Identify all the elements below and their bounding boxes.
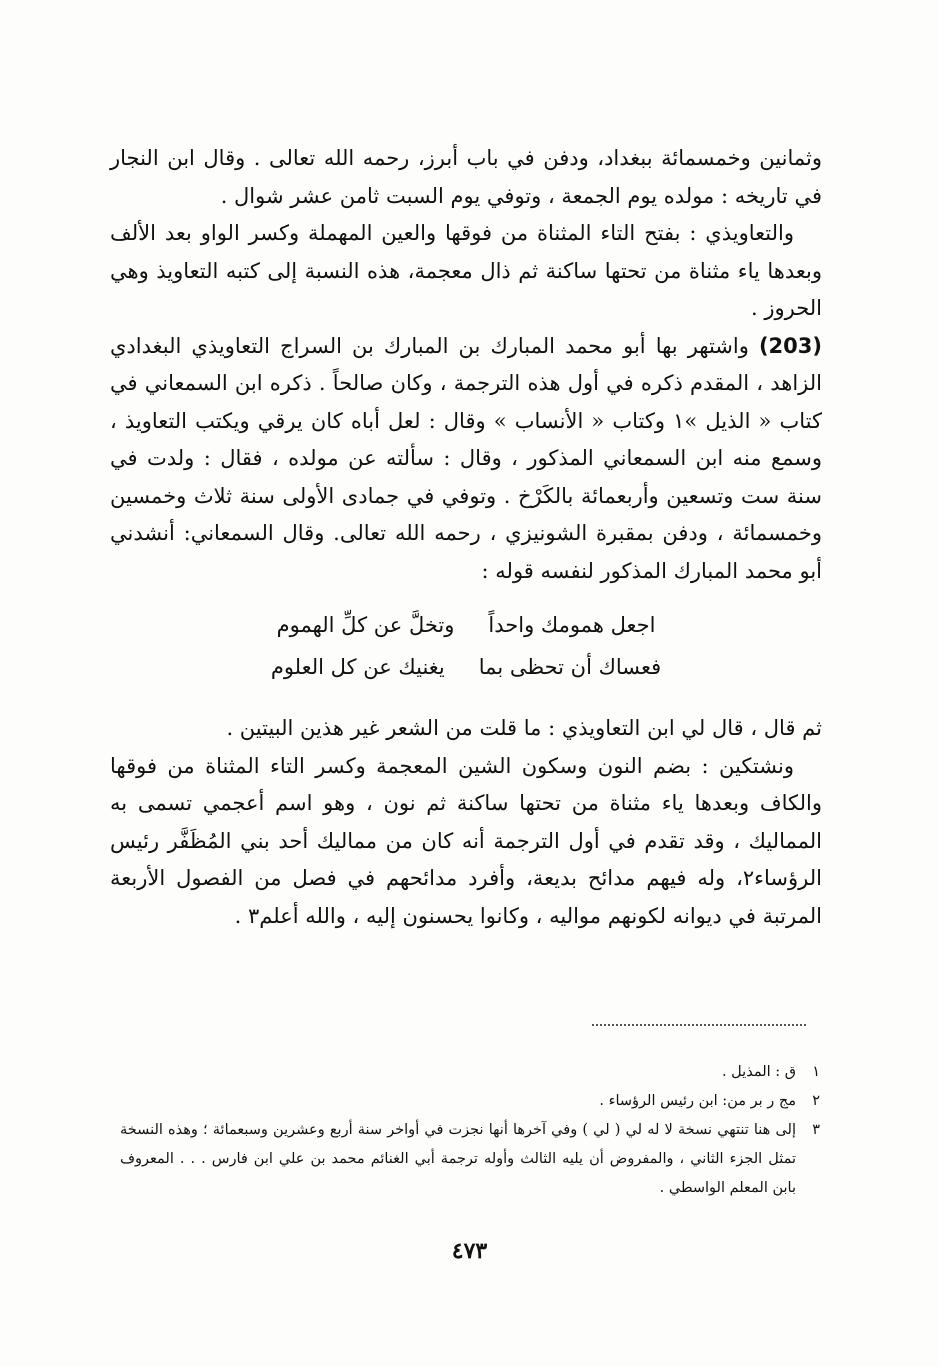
paragraph-after-poem-2: ونشتكين : بضم النون وسكون الشين المعجمة وكسر التاء المثناة من فوقها والكاف وبعدها ياء مثناة من تحتها ساكنة ثم نون ، وهو اسم أعجمي تسمى به المماليك ، وقد تقدم في أول الترجمة أنه كان من مماليك أحد بني المُظَفَّر رئيس الرؤساء٢، وله فيهم مدائح بديعة، وأفرد مدائحهم في فصل من الفصول الأربعة المرتبة في ديوانه لكونهم مواليه ، وكانوا يحسنون إليه ، والله أعلم٣ . — [110, 753, 822, 928]
footnote-3 — [120, 1116, 820, 1203]
paragraph-after-poem-1: ثم قال ، قال لي ابن التعاويذي : ما قلت من الشعر غير هذين البيتين . — [226, 716, 822, 740]
entry-text: واشتهر بها أبو محمد المبارك بن المبارك بن السراج التعاويذي البغدادي الزاهد ، المقدم ذكره في أول هذه الترجمة ، وكان صالحاً . ذكره ابن السمعاني في كتاب « الذيل »١ وكتاب « الأنساب » وقال : لعل أباه كان يرقي ويكتب التعاويذ ، وسمع منه ابن السمعاني المذكور ، وقال : سألته عن مولده ، فقال : ولدت في سنة ست وتسعين وأربعمائة بالكَرْخ . وتوفي في جمادى الأولى سنة ثلاث وخمسين وخمسمائة ، ودفن بمقبرة الشونيزي ، رحمه الله تعالى. وقال السمعاني: أنشدني أبو محمد المبارك المذكور لنفسه قوله : — [110, 333, 822, 583]
page-number: ٤٧٣ — [451, 1238, 488, 1264]
poem — [110, 604, 822, 688]
page-body — [110, 140, 822, 935]
verse — [110, 646, 822, 688]
footnote-text: ق : المذيل . — [721, 1064, 796, 1080]
entry-paragraph — [110, 328, 822, 591]
entry-number: (203) — [758, 333, 822, 358]
footnote-text: إلى هنا تنتهي نسخة لا له لي ( لي ) وفي آخرها أنها نجزت في أواخر سنة أربع وعشرين وسبعمائة ؛ وهذه النسخة تمثل الجزء الثاني ، والمفروض أن يليه الثالث وأوله ترجمة أبي الغنائم محمد بن علي ابن فارس . . . المعروف بابن المعلم الواسطي . — [120, 1122, 796, 1196]
footnote-2 — [120, 1087, 820, 1116]
verse-1-first-hemistich: اجعل همومك واحداً — [488, 613, 656, 637]
verse — [110, 604, 822, 646]
verse-1-second-hemistich: وتخلَّ عن كلِّ الهموم — [276, 613, 455, 637]
verse-2-first-hemistich: فعساك أن تحظى بما — [478, 655, 662, 679]
footnote-1 — [120, 1058, 820, 1087]
footnote-number: ١ — [812, 1064, 820, 1080]
paragraph-1: وثمانين وخمسمائة ببغداد، ودفن في باب أبرز، رحمه الله تعالى . وقال ابن النجار في تاريخه : مولده يوم الجمعة ، وتوفي يوم السبت ثامن عشر شوال . — [110, 146, 822, 208]
footnotes — [120, 1058, 820, 1203]
verse-2-second-hemistich: يغنيك عن كل العلوم — [270, 655, 445, 679]
paragraph-2: والتعاويذي : بفتح التاء المثناة من فوقها والعين المهملة وكسر الواو بعد الألف وبعدها ياء مثناة من تحتها ساكنة ثم ذال معجمة، هذه النسبة إلى كتبه التعاويذ وهي الحروز . — [110, 221, 822, 320]
footnote-separator — [592, 1024, 806, 1026]
footnote-text: مج ر بر من: ابن رئيس الرؤساء . — [599, 1093, 796, 1109]
footnote-number: ٢ — [812, 1093, 820, 1109]
footnote-number: ٣ — [812, 1122, 820, 1138]
